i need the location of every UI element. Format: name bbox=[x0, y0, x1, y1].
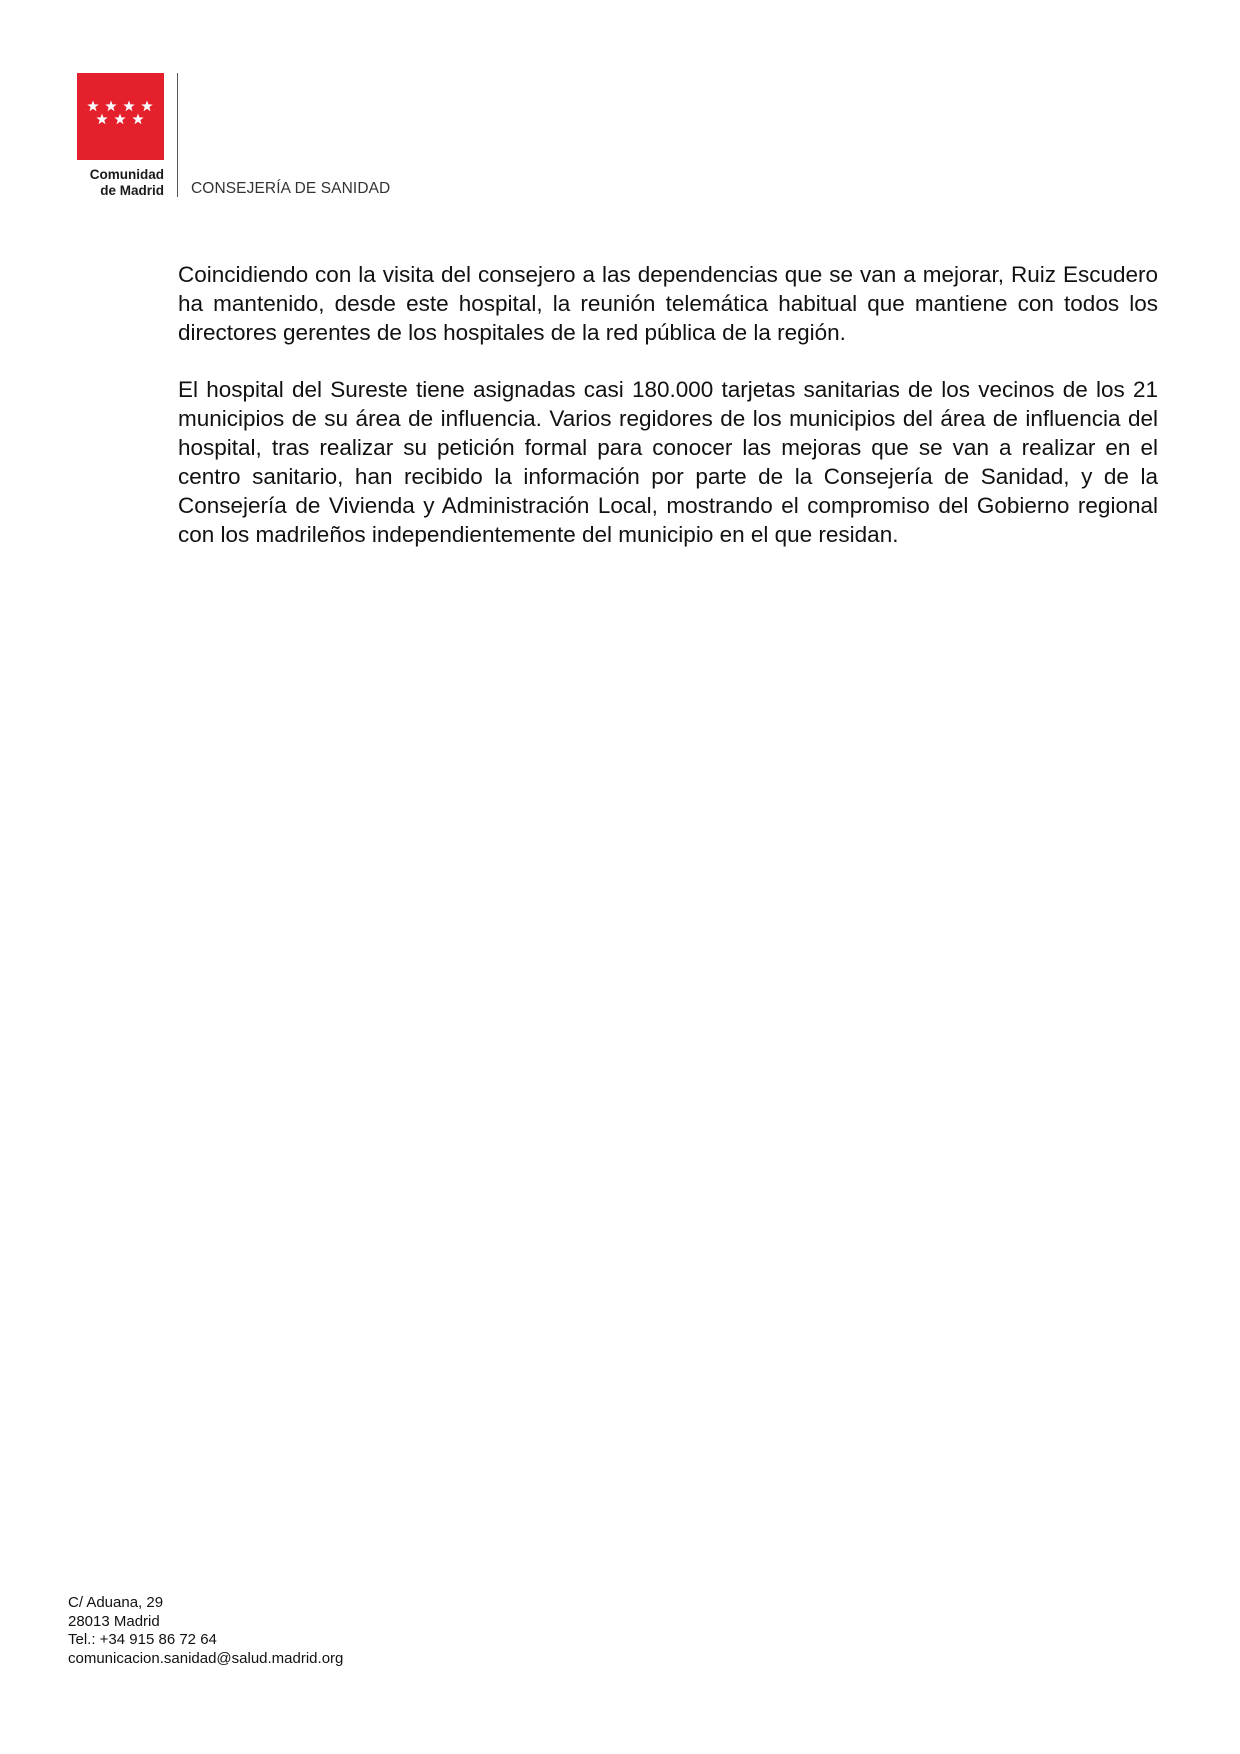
footer-address: C/ Aduana, 29 bbox=[68, 1594, 164, 1611]
star-icon bbox=[123, 101, 134, 112]
seven-stars-icon bbox=[77, 73, 164, 160]
logo-wordmark bbox=[77, 167, 164, 199]
logo-name-line1: Comunidad bbox=[89, 167, 164, 182]
logo-name-line2: de Madrid bbox=[100, 183, 164, 198]
footer-city: 28013 Madrid bbox=[68, 1612, 160, 1630]
star-icon bbox=[114, 114, 125, 125]
star-icon bbox=[96, 114, 107, 125]
star-icon bbox=[87, 101, 98, 112]
footer-phone: Tel.: +34 915 86 72 64 bbox=[68, 1631, 217, 1648]
contact-footer bbox=[68, 1594, 343, 1668]
letterhead-divider bbox=[177, 73, 178, 197]
body-paragraph-1: Coincidiendo con la visita del consejero a las dependencias que se van a mejorar, Ruiz Escudero ha mantenido, desde este hospital, la reunión telemática habitual que mantiene con todos los directores gerentes de los hospitales de la red pública de la región. bbox=[178, 262, 1158, 345]
star-icon bbox=[105, 101, 116, 112]
document-body bbox=[178, 260, 1158, 577]
star-icon bbox=[132, 114, 143, 125]
letterhead bbox=[77, 73, 437, 203]
body-paragraph-2: El hospital del Sureste tiene asignadas casi 180.000 tarjetas sanitarias de los vecinos de los 21 municipios de su área de influencia. Varios regidores de los municipios del área de influencia del hospital, tras realizar su petición formal para conocer las mejoras que se van a realizar en el centro sanitario, han recibido la información por parte de la Consejería de Sanidad, y de la Consejería de Vivienda y Administración Local, mostrando el compromiso del Gobierno regional con los madrileños independientemente del municipio en el que residan. bbox=[178, 377, 1158, 547]
footer-email[interactable]: comunicacion.sanidad@salud.madrid.org bbox=[68, 1649, 344, 1667]
star-icon bbox=[141, 101, 152, 112]
comunidad-de-madrid-logo bbox=[77, 73, 164, 160]
department-name: CONSEJERÍA DE SANIDAD bbox=[191, 180, 391, 197]
